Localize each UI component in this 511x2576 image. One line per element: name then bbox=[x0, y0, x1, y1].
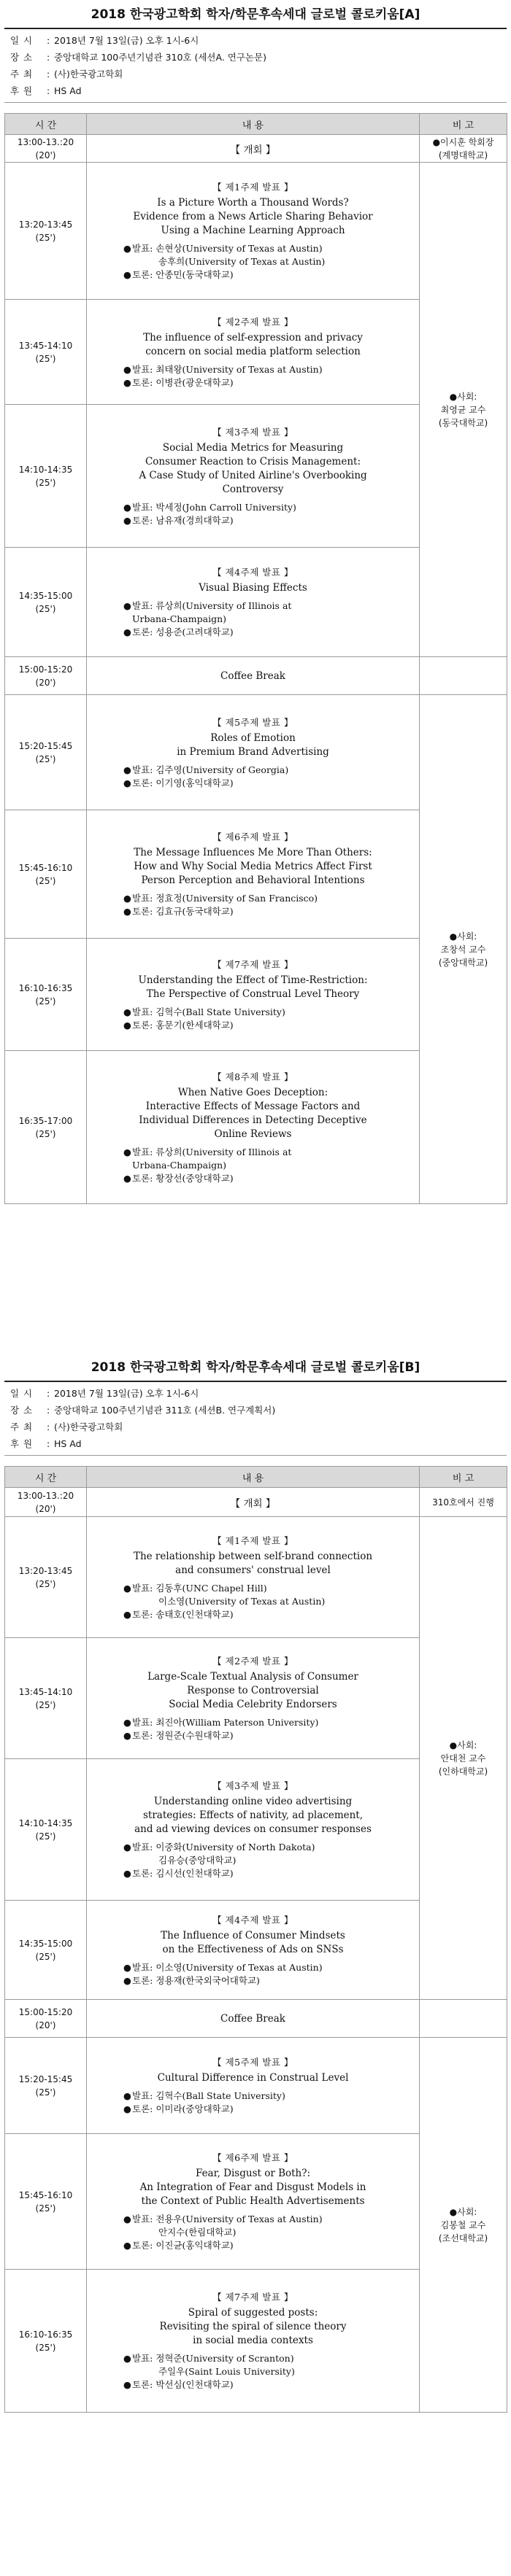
presentation-label: 【 제4주제 발표 】 bbox=[212, 1914, 293, 1925]
presentation-label: 【 제1주제 발표 】 bbox=[212, 1535, 293, 1546]
table-row: 14:35-15:00 (25') 【 제4주제 발표 】 Visual Biasing Effects ● 발표: 류상희(University of Illinois at Urbana-Champaign) ● 토론: 성용준(고려대학교) bbox=[5, 548, 507, 657]
info-row-sponsor: 후 원 : HS Ad bbox=[10, 85, 82, 96]
presentation-title: When Native Goes Deception: Interactive Effects of Message Factors and Individual Differences in Detecting Deceptive Online Reviews bbox=[139, 1086, 367, 1140]
presentation-title: The Message Influences Me More Than Others: How and Why Social Media Metrics Affect First Person Perception and Behavioral Intentions bbox=[134, 847, 372, 886]
discussant-line: ● 토론: 황장선(중앙대학교) bbox=[123, 1172, 234, 1184]
moderator-cell: ●사회: 조창석 교수 (중앙대학교) bbox=[420, 695, 507, 1204]
presenter-line: ● 발표: 손현상(University of Texas at Austin) bbox=[123, 243, 323, 254]
section-b bbox=[0, 1353, 511, 2413]
opening-label: 【 개회 】 bbox=[230, 144, 276, 156]
col-note: 비 고 bbox=[420, 1467, 507, 1488]
presenter-line: 김유승(중앙대학교) bbox=[158, 1855, 237, 1866]
presentation-label: 【 제8주제 발표 】 bbox=[212, 1071, 293, 1082]
schedule-table bbox=[4, 1466, 507, 2413]
section-a bbox=[0, 0, 511, 1204]
presentation-label: 【 제4주제 발표 】 bbox=[212, 567, 293, 578]
table-header bbox=[5, 1467, 507, 1488]
presentation-title: Cultural Difference in Construal Level bbox=[157, 2072, 349, 2084]
presenter-line: ● 발표: 정혁준(University of Scranton) bbox=[123, 2353, 294, 2364]
presenter-line: ● 발표: 전용우(University of Texas at Austin) bbox=[123, 2214, 323, 2224]
table-row: 13:45-14:10 (25') 【 제2주제 발표 】 Large-Scale Textual Analysis of Consumer Response to Controversial Social Media Celebrity Endorsers ● 발표: 최진아(William Paterson University) ● 토론: 정원준(수원대학교) bbox=[5, 1638, 507, 1759]
presenter-line: 이소영(University of Texas at Austin) bbox=[158, 1595, 326, 1607]
presenter-line: ● 발표: 최태왕(University of Texas at Austin) bbox=[123, 363, 323, 375]
col-content: 내 용 bbox=[87, 114, 420, 135]
presenter-line: 안지수(한림대학교) bbox=[158, 2227, 237, 2238]
discussant-line: ● 토론: 김시선(인천대학교) bbox=[123, 1868, 234, 1879]
moderator-cell: ●사회: 안대천 교수 (인하대학교) bbox=[420, 1517, 507, 2000]
opening-label: 【 개회 】 bbox=[230, 1497, 276, 1510]
discussant-line: ● 토론: 정용재(한국외국어대학교) bbox=[123, 1974, 260, 1986]
table-row: 13:00-13.:20 (20') 【 개회 】 310호에서 진행 bbox=[5, 1488, 507, 1517]
table-row: 13:20-13:45 (25') 【 제1주제 발표 】 The relationship between self-brand connection and consumers' construal level ● 발표: 김동후(UNC Chapel Hill) 이소영(University of Texas at Austin) ● 토론: 송태호(인천대학교) ●사회: 안대천 교수 (인하대학교) bbox=[5, 1517, 507, 1638]
table-row: 14:35-15:00 (25') 【 제4주제 발표 】 The Influence of Consumer Mindsets on the Effectiveness of Ads on SNSs ● 발표: 이소영(University of Texas at Austin) ● 토론: 정용재(한국외국어대학교) bbox=[5, 1901, 507, 2000]
presentation-title: Spiral of suggested posts: Revisiting the spiral of silence theory in social media contexts bbox=[159, 2307, 347, 2346]
table-row: 14:10-14:35 (25') 【 제3주제 발표 】 Social Media Metrics for Measuring Consumer Reaction to Crisis Management: A Case Study of United Airline's Overbooking Controversy ● 발표: 박세정(John Carroll University) ● 토론: 남유재(경희대학교) bbox=[5, 405, 507, 548]
discussant-line: ● 토론: 남유재(경희대학교) bbox=[123, 514, 234, 526]
info-row-date: 일 시 : 2018년 7월 13일(금) 오후 1시-6시 bbox=[10, 35, 199, 46]
discussant-line: ● 토론: 이병관(광운대학교) bbox=[123, 376, 234, 388]
presentation-title: Understanding online video advertising strategies: Effects of nativity, ad placement, and ad viewing devices on consumer responses bbox=[134, 1796, 372, 1835]
presentation-title: Roles of Emotion in Premium Brand Advertising bbox=[177, 732, 329, 758]
presenter-line: ● 발표: 박세정(John Carroll University) bbox=[123, 501, 296, 513]
discussant-line: ● 토론: 이미라(중앙대학교) bbox=[123, 2103, 234, 2114]
schedule-table bbox=[4, 113, 507, 1204]
col-time: 시 간 bbox=[5, 1467, 87, 1488]
section-title: 2018 한국광고학회 학자/학문후속세대 글로벌 콜로키움[B] bbox=[91, 1360, 420, 1375]
discussant-line: ● 토론: 이진균(홍익대학교) bbox=[123, 2240, 234, 2251]
presentation-label: 【 제5주제 발표 】 bbox=[212, 2057, 293, 2068]
info-row-place: 장 소 : 중앙대학교 100주년기념관 310호 (세션A. 연구논문) bbox=[10, 52, 266, 63]
table-row: 16:35-17:00 (25') 【 제8주제 발표 】 When Native Goes Deception: Interactive Effects of Message Factors and Individual Differences in Detecting Deceptive Online Reviews ● 발표: 류상희(University of Illinois at Urbana-Champaign) ● 토론: 황장선(중앙대학교) bbox=[5, 1051, 507, 1204]
presentation-label: 【 제2주제 발표 】 bbox=[212, 1656, 293, 1667]
presentation-title: Visual Biasing Effects bbox=[199, 582, 307, 594]
moderator-cell: ●사회: 최영균 교수 (동국대학교) bbox=[420, 163, 507, 657]
table-row: 14:10-14:35 (25') 【 제3주제 발표 】 Understanding online video advertising strategies: Effects of nativity, ad placement, and ad viewing devices on consumer responses ● 발표: 이중화(University of North Dakota) 김유승(중앙대학교) ● 토론: 김시선(인천대학교) bbox=[5, 1759, 507, 1901]
moderator-cell: ●사회: 김봉철 교수 (조선대학교) bbox=[420, 2038, 507, 2413]
note-cell: 310호에서 진행 bbox=[420, 1488, 507, 1517]
presentation-label: 【 제6주제 발표 】 bbox=[212, 831, 293, 842]
presenter-line: ● 발표: 류상희(University of Illinois at Urbana-Champaign) bbox=[123, 1146, 292, 1171]
event-info bbox=[0, 29, 511, 102]
presenter-line: ● 발표: 이중화(University of North Dakota) bbox=[123, 1842, 315, 1853]
col-content: 내 용 bbox=[87, 1467, 420, 1488]
coffee-break-label: Coffee Break bbox=[220, 670, 285, 682]
presentation-title: Understanding the Effect of Time-Restriction: The Perspective of Construal Level Theory bbox=[138, 974, 368, 1000]
discussant-line: ● 토론: 박선심(인천대학교) bbox=[123, 2379, 234, 2390]
presenter-line: ● 발표: 김주영(University of Georgia) bbox=[123, 764, 289, 775]
presentation-title: Large-Scale Textual Analysis of Consumer Response to Controversial Social Media Celebrity Endorsers bbox=[147, 1671, 358, 1710]
table-header bbox=[5, 114, 507, 135]
discussant-line: ● 토론: 송태호(인천대학교) bbox=[123, 1608, 234, 1620]
presenter-line: 주일우(Saint Louis University) bbox=[158, 2366, 295, 2377]
presentation-label: 【 제1주제 발표 】 bbox=[212, 182, 293, 193]
presentation-title: Is a Picture Worth a Thousand Words? Evidence from a News Article Sharing Behavior Using a Machine Learning Approach bbox=[133, 197, 373, 236]
discussant-line: ● 토론: 안종민(동국대학교) bbox=[123, 269, 234, 280]
presentation-label: 【 제5주제 발표 】 bbox=[212, 716, 293, 728]
info-row-sponsor: 후 원 : HS Ad bbox=[10, 1438, 82, 1449]
presenter-line: ● 발표: 김동후(UNC Chapel Hill) bbox=[123, 1582, 267, 1594]
presenter-line: 송후희(University of Texas at Austin) bbox=[158, 256, 326, 267]
table-row: 13:00-13.:20 (20') 【 개회 】 ●이시훈 학회장 (계명대학교) bbox=[5, 135, 507, 163]
info-row-host: 주 최 : (사)한국광고학회 bbox=[10, 69, 123, 79]
presentation-label: 【 제3주제 발표 】 bbox=[212, 426, 293, 438]
presenter-line: ● 발표: 최진아(William Paterson University) bbox=[123, 1717, 319, 1728]
table-row: 15:45-16:10 (25') 【 제6주제 발표 】 Fear, Disgust or Both?: An Integration of Fear and Disgust Models in the Context of Public Health Advertisements ● 발표: 전용우(University of Texas at Austin) 안지수(한림대학교) ● 토론: 이진균(홍익대학교) bbox=[5, 2134, 507, 2270]
presentation-label: 【 제7주제 발표 】 bbox=[212, 958, 293, 970]
discussant-line: ● 토론: 성용준(고려대학교) bbox=[123, 626, 234, 637]
presentation-label: 【 제3주제 발표 】 bbox=[212, 1780, 293, 1791]
col-time: 시 간 bbox=[5, 114, 87, 135]
presenter-line: ● 발표: 김혁수(Ball State University) bbox=[123, 1006, 285, 1017]
note-cell: ●이시훈 학회장 (계명대학교) bbox=[420, 135, 507, 163]
presenter-line: ● 발표: 이소영(University of Texas at Austin) bbox=[123, 1961, 323, 1973]
discussant-line: ● 토론: 정원준(수원대학교) bbox=[123, 1730, 234, 1741]
section-title: 2018 한국광고학회 학자/학문후속세대 글로벌 콜로키움[A] bbox=[91, 7, 420, 22]
info-row-date: 일 시 : 2018년 7월 13일(금) 오후 1시-6시 bbox=[10, 1388, 199, 1399]
discussant-line: ● 토론: 김효규(동국대학교) bbox=[123, 906, 234, 917]
presentation-title: The influence of self-expression and privacy concern on social media platform selection bbox=[143, 331, 363, 357]
presentation-title: Social Media Metrics for Measuring Consumer Reaction to Crisis Management: A Case Study of United Airline's Overbooking Controversy bbox=[139, 441, 367, 495]
presentation-label: 【 제7주제 발표 】 bbox=[212, 2292, 293, 2303]
info-row-place: 장 소 : 중앙대학교 100주년기념관 311호 (세션B. 연구계획서) bbox=[10, 1405, 276, 1416]
presentation-label: 【 제6주제 발표 】 bbox=[212, 2152, 293, 2163]
coffee-break-label: Coffee Break bbox=[220, 2012, 285, 2025]
presentation-title: Fear, Disgust or Both?: An Integration of Fear and Disgust Models in the Context of Public Health Advertisements bbox=[139, 2168, 366, 2207]
presenter-line: ● 발표: 정효정(University of San Francisco) bbox=[123, 893, 318, 904]
table-row: 15:00-15:20 (20') Coffee Break bbox=[5, 657, 507, 695]
table-row: 13:20-13:45 (25') 【 제1주제 발표 】 Is a Picture Worth a Thousand Words? Evidence from a News Article Sharing Behavior Using a Machine Learning Approach ● 발표: 손현상(University of Texas at Austin) 송후희(University of Texas at Austin) ● 토론: 안종민(동국대학교) ●사회: 최영균 교수 (동국대학교) bbox=[5, 163, 507, 300]
table-row: 16:10-16:35 (25') 【 제7주제 발표 】 Spiral of suggested posts: Revisiting the spiral of silence theory in social media contexts ● 발표: 정혁준(University of Scranton) 주일우(Saint Louis University) ● 토론: 박선심(인천대학교) bbox=[5, 2270, 507, 2413]
discussant-line: ● 토론: 이기영(홍익대학교) bbox=[123, 777, 234, 788]
info-row-host: 주 최 : (사)한국광고학회 bbox=[10, 1421, 123, 1432]
presentation-title: The relationship between self-brand connection and consumers' construal level bbox=[133, 1550, 373, 1576]
presentation-title: The Influence of Consumer Mindsets on the Effectiveness of Ads on SNSs bbox=[161, 1929, 345, 1955]
event-info bbox=[0, 1382, 511, 1455]
table-row: 15:20-15:45 (25') 【 제5주제 발표 】 Roles of Emotion in Premium Brand Advertising ● 발표: 김주영(University of Georgia) ● 토론: 이기영(홍익대학교) ●사회: 조창석 교수 (중앙대학교) bbox=[5, 695, 507, 810]
table-row: 15:00-15:20 (20') Coffee Break bbox=[5, 2000, 507, 2038]
col-note: 비 고 bbox=[420, 114, 507, 135]
presenter-line: ● 발표: 김혁수(Ball State University) bbox=[123, 2090, 285, 2101]
discussant-line: ● 토론: 홍문기(한세대학교) bbox=[123, 1019, 234, 1031]
table-row: 15:20-15:45 (25') 【 제5주제 발표 】 Cultural Difference in Construal Level ● 발표: 김혁수(Ball State University) ● 토론: 이미라(중앙대학교) ●사회: 김봉철 교수 (조선대학교) bbox=[5, 2038, 507, 2134]
presenter-line: ● 발표: 류상희(University of Illinois at Urbana-Champaign) bbox=[123, 600, 292, 624]
table-row: 15:45-16:10 (25') 【 제6주제 발표 】 The Message Influences Me More Than Others: How and Why Social Media Metrics Affect First Person Perception and Behavioral Intentions ● 발표: 정효정(University of San Francisco) ● 토론: 김효규(동국대학교) bbox=[5, 810, 507, 939]
table-row: 16:10-16:35 (25') 【 제7주제 발표 】 Understanding the Effect of Time-Restriction: The Perspective of Construal Level Theory ● 발표: 김혁수(Ball State University) ● 토론: 홍문기(한세대학교) bbox=[5, 939, 507, 1051]
table-row: 13:45-14:10 (25') 【 제2주제 발표 】 The influence of self-expression and privacy concern on social media platform selection ● 발표: 최태왕(University of Texas at Austin) ● 토론: 이병관(광운대학교) bbox=[5, 300, 507, 405]
presentation-label: 【 제2주제 발표 】 bbox=[212, 316, 293, 327]
